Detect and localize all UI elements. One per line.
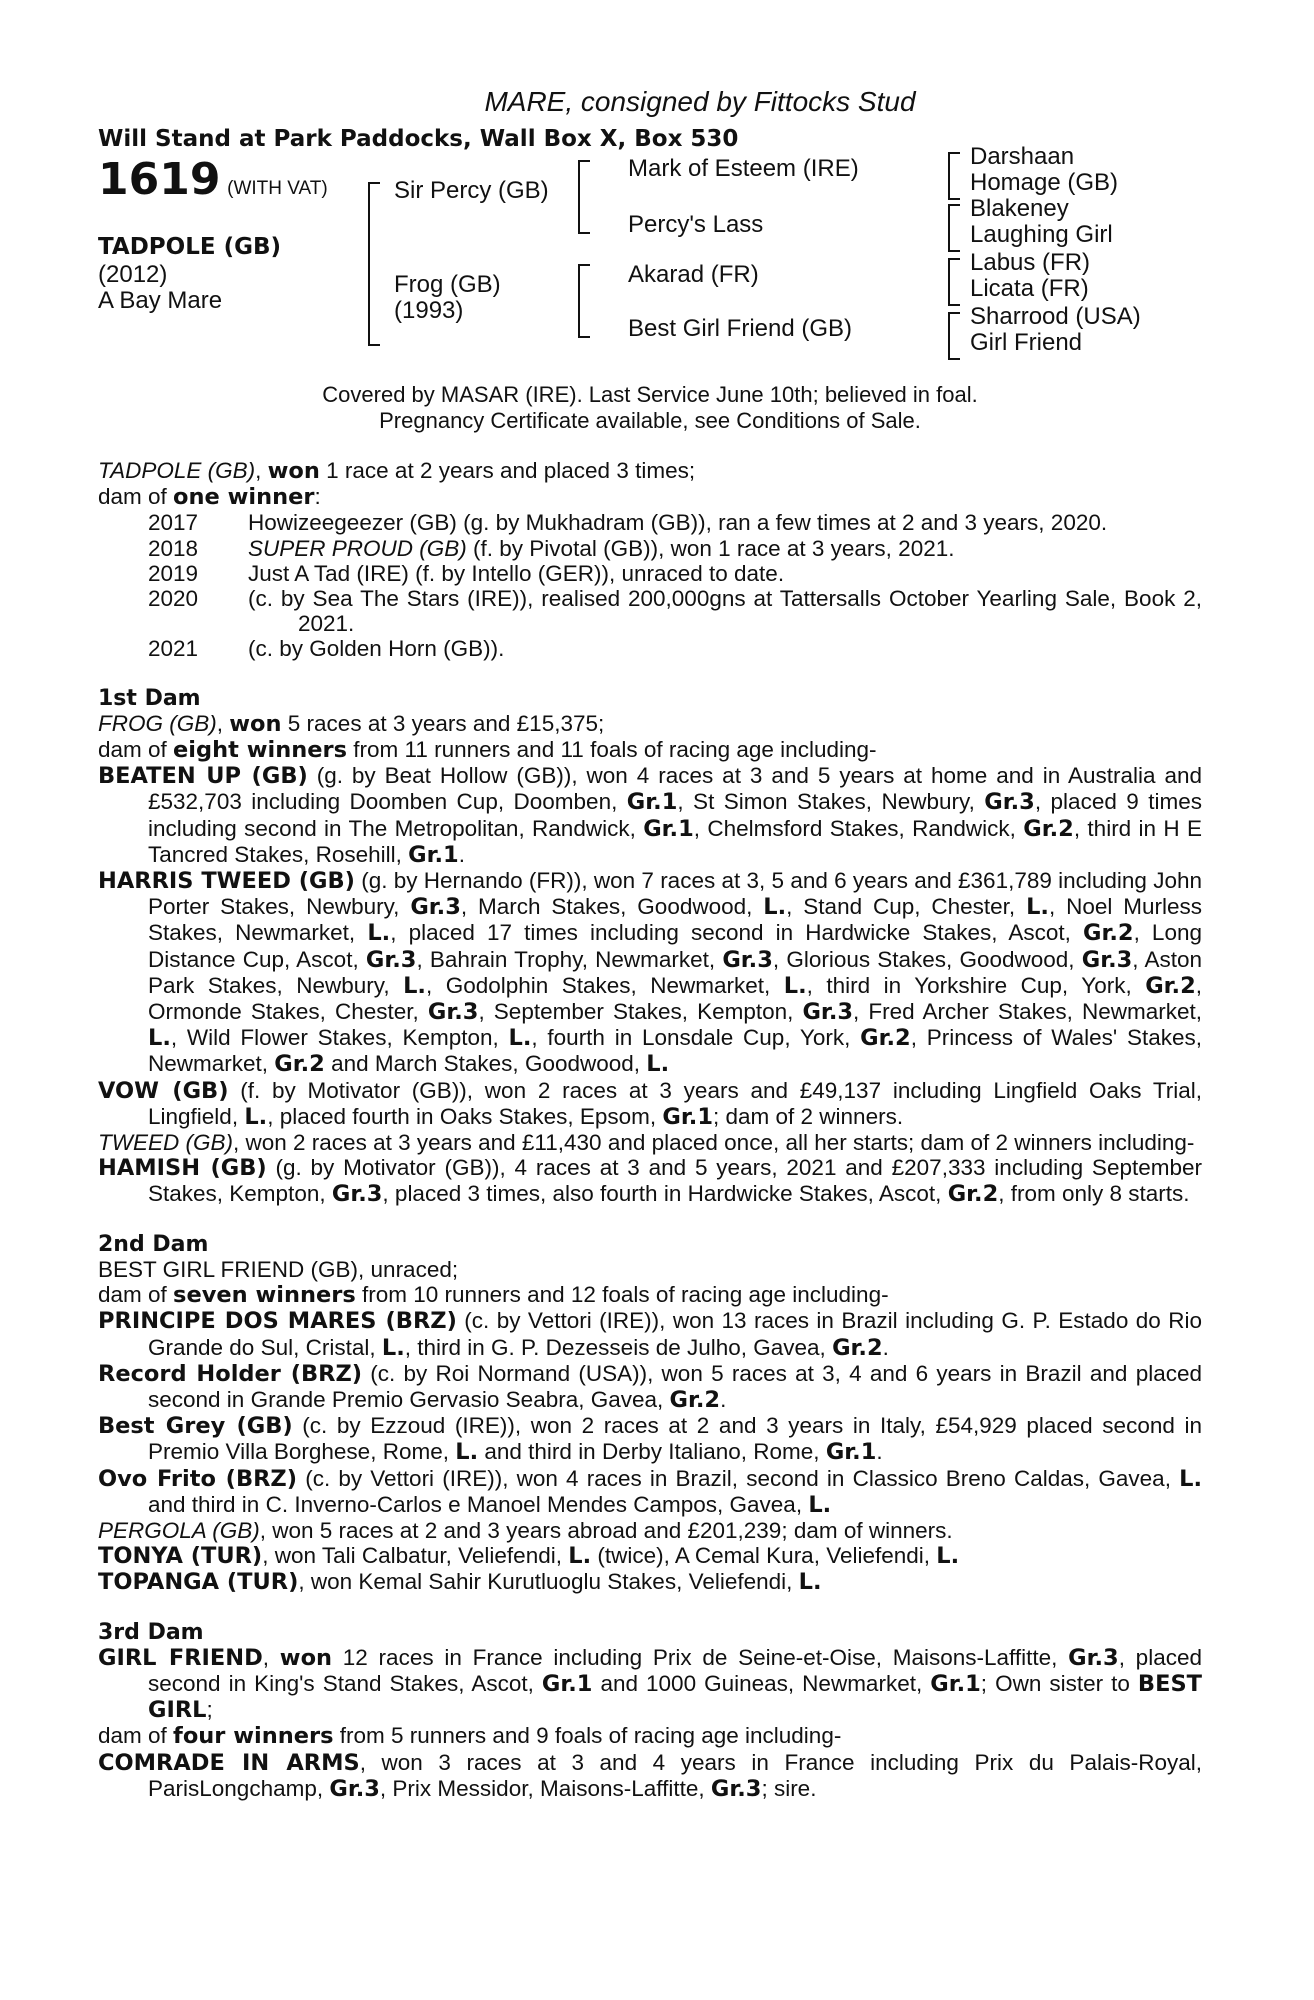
grand-produce-entry: HAMISH (GB) (g. by Motivator (GB)), 4 races at 3 and 5 years, 2021 and £207,333 including September Stakes, Kempton, Gr.3, placed 3 times, also fourth in Hardwicke Stakes, Ascot, Gr.2, from only 8 starts. [98,1155,1202,1208]
mare-record: TADPOLE (GB), won 1 race at 2 years and placed 3 times; [98,458,696,484]
dd-sire: Sharrood (USA) [970,303,1141,330]
progeny-year: 2017 [148,510,199,536]
third-dam-section [98,1620,1202,1802]
lot-heading [98,154,328,206]
pedigree-brace [578,160,590,234]
consignor-line: MARE, consigned by Fittocks Stud [484,86,916,117]
ss-sire: Darshaan [970,143,1075,170]
mare-race-record: 1 race at 2 years and placed 3 times; [319,458,696,483]
produce-entry: Best Grey (GB) (c. by Ezzoud (IRE)), won 2 races at 2 and 3 years in Italy, £54,929 placed second in Premio Villa Borghese, Rome, L. and third in Derby Italiano, Rome, Gr.1. [98,1413,1202,1466]
progeny-year: 2021 [148,636,199,662]
section-title: 3rd Dam [98,1619,204,1645]
sire: Sir Percy (GB) [394,177,549,204]
horse-year: (2012) [98,261,168,288]
produce-entry: TWEED (GB), won 2 races at 3 years and £11,430 and placed once, all her starts; dam of 2 winners including- [98,1130,1195,1156]
first-dam-section [98,686,1202,1208]
ss-dam: Homage (GB) [970,169,1119,196]
dam-of-line: dam of eight winners from 11 runners and 11 foals of racing age including- [98,737,877,764]
pedigree-brace [948,258,960,306]
produce-entry: Record Holder (BRZ) (c. by Roi Normand (USA)), won 5 races at 3, 4 and 6 years in Brazil and placed second in Grande Premio Gervasio Seabra, Gavea, Gr.2. [98,1360,1202,1413]
covering-note [98,382,1202,434]
sd-dam: Laughing Girl [970,221,1113,248]
dam-record: GIRL FRIEND, won 12 races in France including Prix de Seine-et-Oise, Maisons-Laffitte, Gr.3, placed second in King's Stand Stakes, Ascot, Gr.1 and 1000 Guineas, Newmarket, Gr.1; Own sister to BEST GIRL; [98,1644,1202,1724]
mare-dam-of: dam of one winner: [98,484,321,511]
progeny-entry: SUPER PROUD (GB) (f. by Pivotal (GB)), won 1 race at 3 years, 2021. [248,535,955,561]
pedigree-brace [948,152,960,200]
progeny-entry: Howizeegeezer (GB) (g. by Mukhadram (GB)), ran a few times at 2 and 3 years, 2020. [248,510,1108,536]
produce-entry: COMRADE IN ARMS, won 3 races at 3 and 4 years in France including Prix du Palais-Royal, ParisLongchamp, Gr.3, Prix Messidor, Maisons-Laffitte, Gr.3; sire. [98,1749,1202,1802]
winner-count: one winner [173,484,315,511]
progeny-entry: Just A Tad (IRE) (f. by Intello (GER)), unraced to date. [248,560,785,586]
section-title: 2nd Dam [98,1231,209,1257]
progeny-entry: (c. by Sea The Stars (IRE)), realised 200,000gns at Tattersalls October Yearling Sale, Book 2, 2021. [248,586,1202,637]
sire-dam: Percy's Lass [628,211,764,238]
dam-record: FROG (GB), won 5 races at 3 years and £15,375; [98,710,605,737]
dam-of-line: dam of four winners from 5 runners and 9 foals of racing age including- [98,1723,842,1750]
mare-name: TADPOLE (GB) [98,458,256,483]
dam-dam: Best Girl Friend (GB) [628,315,853,342]
dd-dam: Girl Friend [970,329,1083,356]
horse-description: A Bay Mare [98,287,223,314]
produce-entry: PERGOLA (GB), won 5 races at 2 and 3 years abroad and £201,239; dam of winners. [98,1517,953,1543]
sire-sire: Mark of Esteem (IRE) [628,155,859,182]
dam-record: BEST GIRL FRIEND (GB), unraced; [98,1256,459,1282]
catalogue-page [98,82,1202,1802]
horse-name: TADPOLE (GB) [98,234,282,260]
won-word: won [267,458,320,484]
second-dam-section [98,1232,1202,1596]
sd-sire: Blakeney [970,195,1069,222]
dam-sire: Akarad (FR) [628,261,759,288]
pedigree-brace [948,312,960,360]
pedigree-brace [578,264,590,338]
stand-location: Will Stand at Park Paddocks, Wall Box X, Box 530 [98,126,739,152]
progeny-year: 2019 [148,560,199,586]
pedigree-brace [948,204,960,252]
progeny-entry: (c. by Golden Horn (GB)). [248,636,505,662]
section-title: 1st Dam [98,685,201,711]
pedigree-brace [368,182,380,346]
grand-produce-entry: TOPANGA (TUR), won Kemal Sahir Kurutluoglu Stakes, Veliefendi, L. [98,1569,822,1596]
grand-produce-entry: TONYA (TUR), won Tali Calbatur, Veliefendi, L. (twice), A Cemal Kura, Veliefendi, L. [98,1543,960,1570]
pregnancy-line: Pregnancy Certificate available, see Conditions of Sale. [379,408,921,433]
dam-of-line: dam of seven winners from 10 runners and 12 foals of racing age including- [98,1282,889,1309]
produce-entry: Ovo Frito (BRZ) (c. by Vettori (IRE)), won 4 races in Brazil, second in Classico Breno Caldas, Gavea, L. and third in C. Inverno-Carlos e Manoel Mendes Campos, Gavea, L. [98,1465,1202,1518]
produce-entry: PRINCIPE DOS MARES (BRZ) (c. by Vettori (IRE)), won 13 races in Brazil including G. P. Estado do Rio Grande do Sul, Cristal, L., third in G. P. Dezesseis de Julho, Gavea, Gr.2. [98,1308,1202,1361]
vat-label: (WITH VAT) [227,178,328,199]
lot-number: 1619 [98,154,221,205]
ds-sire: Labus (FR) [970,249,1091,276]
ds-dam: Licata (FR) [970,275,1089,302]
dam-year: (1993) [394,297,464,324]
dam: Frog (GB) [394,271,501,298]
progeny-year: 2018 [148,535,199,561]
produce-entry: VOW (GB) (f. by Motivator (GB)), won 2 races at 3 years and £49,137 including Lingfield Oaks Trial, Lingfield, L., placed fourth in Oaks Stakes, Epsom, Gr.1; dam of 2 winners. [98,1077,1203,1130]
produce-entry: HARRIS TWEED (GB) (g. by Hernando (FR)), won 7 races at 3, 5 and 6 years and £361,789 including John Porter Stakes, Newbury, Gr.3, March Stakes, Goodwood, L., Stand Cup, Chester, L., Noel Murless Stakes, Newmarket, L., placed 17 times including second in Hardwicke Stakes, Ascot, Gr.2, Long Distance Cup, Ascot, Gr.3, Bahrain Trophy, Newmarket, Gr.3, Glorious Stakes, Goodwood, Gr.3, Aston Park Stakes, Newbury, L., Godolphin Stakes, Newmarket, L., third in Yorkshire Cup, York, Gr.2, Ormonde Stakes, Chester, Gr.3, September Stakes, Kempton, Gr.3, Fred Archer Stakes, Newmarket, L., Wild Flower Stakes, Kempton, L., fourth in Lonsdale Cup, York, Gr.2, Princess of Wales' Stakes, Newmarket, Gr.2 and March Stakes, Goodwood, L. [98,868,1203,1078]
progeny-year: 2020 [148,586,199,612]
produce-entry: BEATEN UP (GB) (g. by Beat Hollow (GB)), won 4 races at 3 and 5 years at home and in Australia and £532,703 including Doomben Cup, Doomben, Gr.1, St Simon Stakes, Newbury, Gr.3, placed 9 times including second in The Metropolitan, Randwick, Gr.1, Chelmsford Stakes, Randwick, Gr.2, third in H E Tancred Stakes, Rosehill, Gr.1. [98,763,1203,868]
covering-line: Covered by MASAR (IRE). Last Service June 10th; believed in foal. [322,382,978,407]
progeny-list [148,510,1202,661]
catalogue-body [98,458,1202,1802]
pedigree-table [98,143,1202,382]
